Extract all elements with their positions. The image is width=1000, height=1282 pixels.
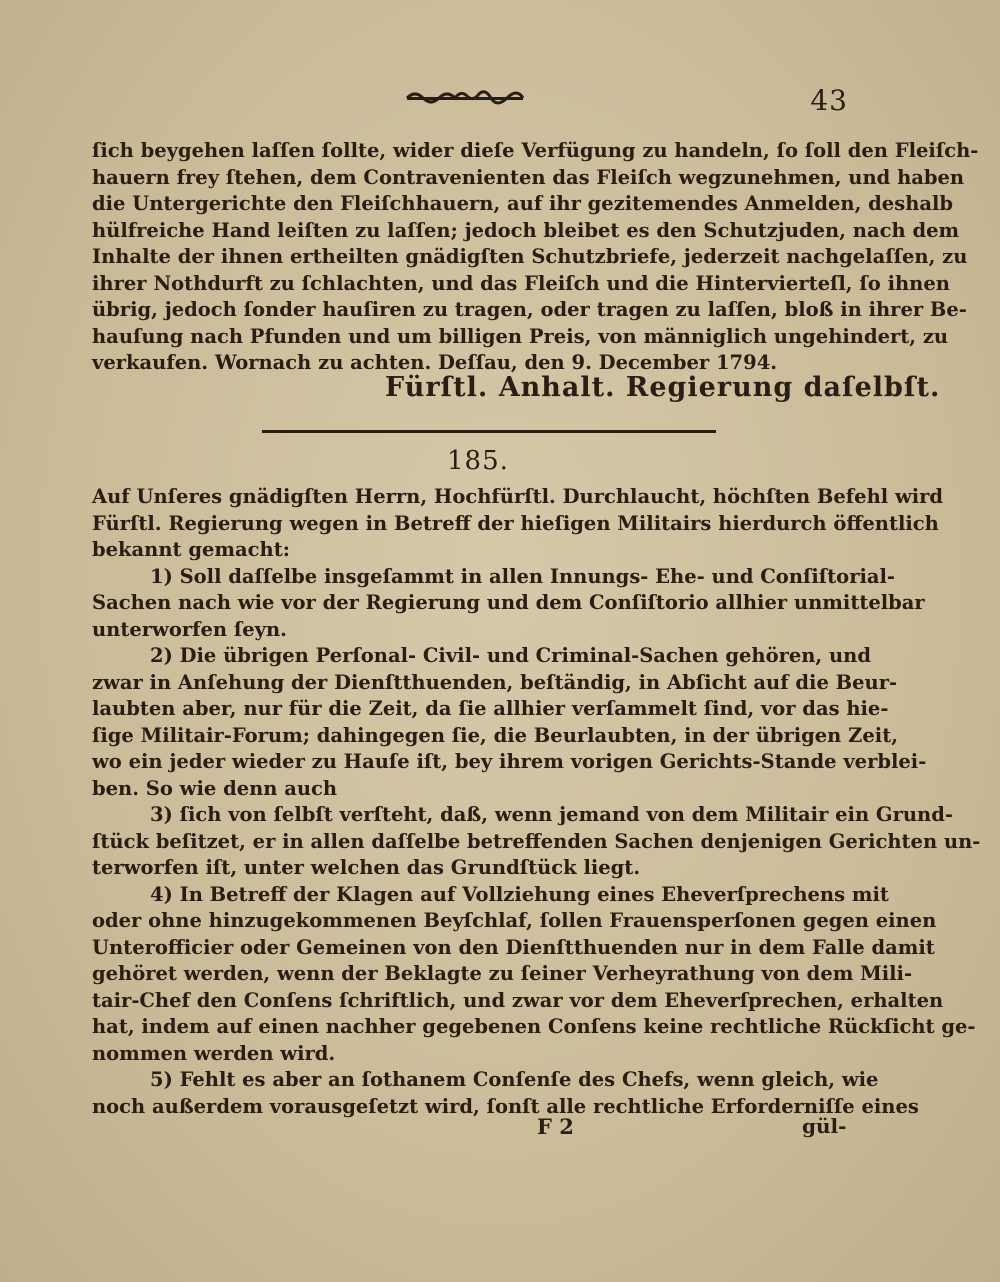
text-line: 2) Die übrigen Perſonal- Civil- und Criminal-Sachen gehören, und [150,644,871,667]
text-line: ben. So wie denn auch [92,776,338,800]
ornament-icon [405,88,525,102]
section-divider [262,430,716,433]
text-line: wo ein jeder wieder zu Hauſe iſt, bey ihrem vorigen Gerichts-Stande verblei- [92,750,927,773]
text-line: Auf Unſeres gnädigſten Herrn, Hochfürſtl. Durchlaucht, höchſten Befehl wird [92,485,944,508]
text-line: Inhalte der ihnen ertheilten gnädigſten Schutzbriefe, jederzeit nachgelaſſen, zu [92,245,968,268]
text-line: Fürſtl. Regierung wegen in Betreff der hieſigen Militairs hierdurch öffentlich [92,511,939,535]
text-line: ihrer Nothdurft zu ſchlachten, und das Fleiſch und die Hintervierteſl, ſo ihnen [92,271,950,295]
page-number: 43 [810,84,848,117]
text-line: verkaufen. Wornach zu achten. Deſſau, den 9. December 1794. [92,351,778,374]
text-line: 4) In Betreff der Klagen auf Vollziehung eines Eheverſprechens mit [150,882,889,906]
text-line: Unterofficier oder Gemeinen von den Dienſtthuenden nur in dem Falle damit [92,935,935,959]
text-line: hülfreiche Hand leiſten zu laſſen; jedoch bleibet es den Schutzjuden, nach dem [92,218,960,242]
catchword: gül- [802,1114,847,1138]
text-line: unterworfen ſeyn. [92,617,287,641]
text-line: ſige Militair-Forum; dahingegen ſie, die Beurlaubten, in der übrigen Zeit, [92,723,898,747]
text-line: 3) ſich von ſelbſt verſteht, daß, wenn jemand von dem Militair ein Grund- [150,803,953,826]
text-line: 5) Fehlt es aber an ſothanem Conſenſe des Chefs, wenn gleich, wie [150,1068,879,1091]
text-line: zwar in Anſehung der Dienſtthuenden, beſtändig, in Abſicht auf die Beur- [92,670,898,694]
text-line: tair-Chef den Conſens ſchriftlich, und zwar vor dem Eheverſprechen, erhalten [92,988,944,1012]
text-line: hauern frey ſtehen, dem Contravenienten das Fleiſch wegzunehmen, und haben [92,165,965,189]
text-line: nommen werden wird. [92,1041,336,1065]
signature-mark: F 2 [537,1114,574,1139]
text-line: ſich beygehen laſſen ſollte, wider dieſe Verfügung zu handeln, ſo ſoll den Fleiſch- [92,139,979,162]
section-body [92,484,981,1120]
text-line: 1) Soll daſſelbe insgeſammt in allen Innungs- Ehe- und Conſiſtorial- [150,564,896,588]
paragraph-continuation [92,138,979,377]
text-line: terworfen iſt, unter welchen das Grundſtück liegt. [92,856,641,879]
text-line: übrig, jedoch ſonder hauſiren zu tragen, oder tragen zu laſſen, bloß in ihrer Be- [92,298,967,321]
signature-line: Fürſtl. Anhalt. Regierung daſelbſt. [385,372,941,403]
text-line: bekannt gemacht: [92,538,290,561]
text-line: oder ohne hinzugekommenen Beyſchlaf, ſollen Frauensperſonen gegen einen [92,909,937,932]
section-number: 185. [447,446,509,476]
text-line: hat, indem auf einen nachher gegebenen Conſens keine rechtliche Rückſicht ge- [92,1015,976,1038]
text-line: die Untergerichte den Fleiſchhauern, auf ihr gezitemendes Anmelden, deshalb [92,192,954,215]
text-line: Sachen nach wie vor der Regierung und dem Conſiſtorio allhier unmittelbar [92,591,925,614]
text-line: noch außerdem vorausgeſetzt wird, ſonſt alle rechtliche Erforderniſſe eines [92,1094,919,1118]
text-line: ſtück beſitzet, er in allen daſſelbe betreffenden Sachen denjenigen Gerichten un- [92,829,981,853]
text-line: gehöret werden, wenn der Beklagte zu ſeiner Verheyrathung von dem Mili- [92,962,913,985]
text-line: laubten aber, nur für die Zeit, da ſie allhier verſammelt ſind, vor das hie- [92,697,889,720]
text-line: hauſung nach Pfunden und um billigen Preis, von männiglich ungehindert, zu [92,324,949,348]
